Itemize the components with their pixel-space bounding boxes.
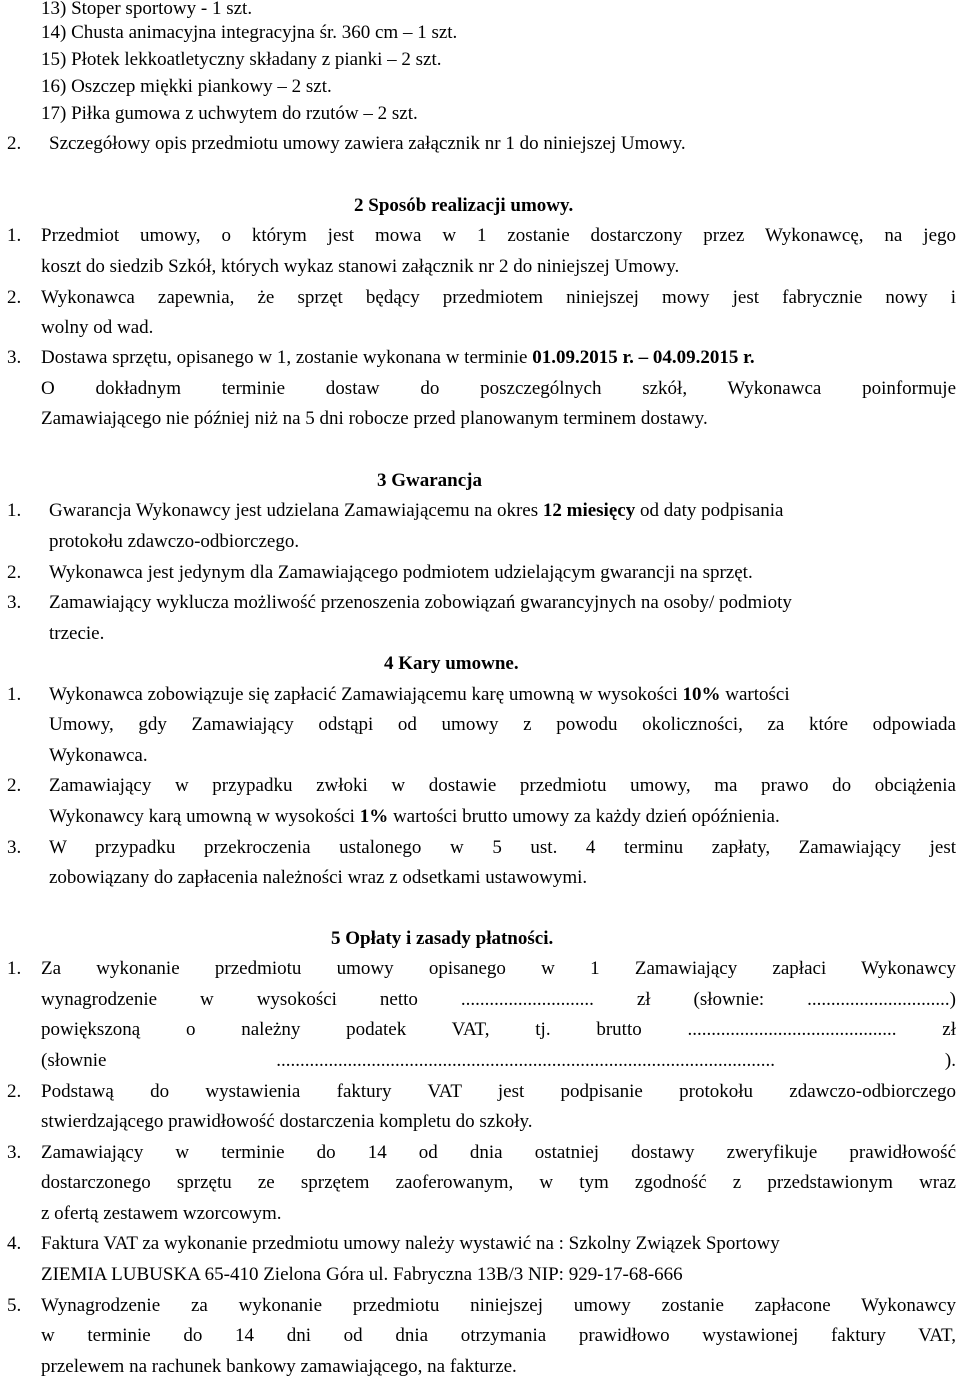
list-item: 17) Piłka gumowa z uchwytem do rzutów – 2 szt. [41, 103, 418, 124]
item-number: 2. [7, 1081, 22, 1102]
item-number: 3. [7, 592, 22, 613]
item-number: 2. [7, 562, 22, 583]
paragraph-line: Gwarancja Wykonawcy jest udzielana Zamawiającemu na okres 12 miesięcy od daty podpisania [49, 500, 784, 521]
item-number: 4. [7, 1233, 22, 1254]
paragraph-line: Zamawiający wyklucza możliwość przenoszenia zobowiązań gwarancyjnych na osoby/ podmioty [49, 592, 792, 613]
paragraph-line: Umowy, gdy Zamawiający odstąpi od umowy z powodu okoliczności, za które odpowiada [49, 714, 956, 735]
paragraph-line: Wykonawca zapewnia, że sprzęt będący przedmiotem niniejszej mowy jest fabrycznie nowy i [41, 287, 956, 308]
paragraph-line: wolny od wad. [41, 317, 154, 338]
item-number: 1. [7, 500, 22, 521]
penalty-percent: 10% [682, 684, 721, 705]
paragraph-text: Szczegółowy opis przedmiotu umowy zawiera załącznik nr 1 do niniejszej Umowy. [49, 133, 686, 154]
item-number: 3. [7, 347, 22, 368]
paragraph-line: Przedmiot umowy, o którym jest mowa w 1 zostanie dostarczony przez Wykonawcę, na jego [41, 225, 956, 246]
item-number: 3. [7, 837, 22, 858]
paragraph-line: Podstawą do wystawienia faktury VAT jest podpisanie protokołu zdawczo-odbiorczego [41, 1081, 956, 1102]
paragraph-line: Dostawa sprzętu, opisanego w 1, zostanie wykonana w terminie 01.09.2015 r. – 04.09.2015 r. [41, 347, 755, 368]
section-title: 4 Kary umowne. [384, 653, 519, 674]
item-number: 1. [7, 684, 22, 705]
paragraph-line: powiększoną o należny podatek VAT, tj. brutto ............................................ zł [41, 1019, 956, 1040]
list-item: 14) Chusta animacyjna integracyjna śr. 360 cm – 1 szt. [41, 22, 458, 43]
list-item: 13) Stoper sportowy - 1 szt. [41, 0, 253, 19]
paragraph-line: w terminie do 14 dni od dnia otrzymania prawidłowo wystawionej faktury VAT, [41, 1325, 956, 1346]
item-number: 3. [7, 1142, 22, 1163]
item-number: 2. [7, 133, 22, 154]
paragraph-line: koszt do siedzib Szkół, których wykaz stanowi załącznik nr 2 do niniejszej Umowy. [41, 256, 680, 277]
paragraph-line: Wynagrodzenie za wykonanie przedmiotu niniejszej umowy zostanie zapłacone Wykonawcy [41, 1295, 956, 1316]
paragraph-line: stwierdzającego prawidłowość dostarczenia kompletu do szkoły. [41, 1111, 533, 1132]
list-item: 15) Płotek lekkoatletyczny składany z pianki – 2 szt. [41, 49, 442, 70]
item-number: 2. [7, 775, 22, 796]
item-number: 5. [7, 1295, 22, 1316]
paragraph-line: protokołu zdawczo-odbiorczego. [49, 531, 300, 552]
paragraph-line: Wykonawca. [49, 745, 148, 766]
paragraph-line: trzecie. [49, 623, 105, 644]
paragraph-line: zobowiązany do zapłacenia należności wraz z odsetkami ustawowymi. [49, 867, 588, 888]
section-title: 3 Gwarancja [377, 470, 483, 491]
paragraph-line: dostarczonego sprzętu ze sprzętem zaoferowanym, w tym zgodność z przedstawionym wraz [41, 1172, 956, 1193]
delivery-dates: 01.09.2015 r. – 04.09.2015 r. [532, 347, 755, 368]
paragraph-line: przelewem na rachunek bankowy zamawiającego, na fakturze. [41, 1356, 517, 1377]
item-number: 1. [7, 958, 22, 979]
paragraph-line: Za wykonanie przedmiotu umowy opisanego w 1 Zamawiający zapłaci Wykonawcy [41, 958, 956, 979]
paragraph-line: ZIEMIA LUBUSKA 65-410 Zielona Góra ul. Fabryczna 13B/3 NIP: 929-17-68-666 [41, 1264, 683, 1285]
warranty-period: 12 miesięcy [542, 500, 636, 521]
paragraph-line: Faktura VAT za wykonanie przedmiotu umowy należy wystawić na : Szkolny Związek Sportowy [41, 1233, 780, 1254]
paragraph-line: O dokładnym terminie dostaw do poszczególnych szkół, Wykonawca poinformuje [41, 378, 956, 399]
paragraph-line: z ofertą zestawem wzorcowym. [41, 1203, 282, 1224]
paragraph-line: Zamawiający w terminie do 14 od dnia ostatniej dostawy zweryfikuje prawidłowość [41, 1142, 956, 1163]
section-title: 5 Opłaty i zasady płatności. [331, 928, 554, 949]
item-number: 1. [7, 225, 22, 246]
paragraph-line: Zamawiający w przypadku zwłoki w dostawie przedmiotu umowy, ma prawo do obciążenia [49, 775, 956, 796]
section-title: 2 Sposób realizacji umowy. [354, 195, 574, 216]
paragraph-line: Zamawiającego nie później niż na 5 dni robocze przed planowanym terminem dostawy. [41, 408, 708, 429]
paragraph-line: (słownie ......................................................................................................... ). [41, 1050, 956, 1071]
paragraph-line: Wykonawca zobowiązuje się zapłacić Zamawiającemu karę umowną w wysokości 10% wartości [49, 684, 790, 705]
paragraph-line: W przypadku przekroczenia ustalonego w 5 ust. 4 terminu zapłaty, Zamawiający jest [49, 837, 956, 858]
paragraph-line: Wykonawca jest jedynym dla Zamawiającego podmiotem udzielającym gwarancji na sprzęt. [49, 562, 753, 583]
paragraph-line: Wykonawcy karą umowną w wysokości 1% wartości brutto umowy za każdy dzień opóźnienia. [49, 806, 780, 827]
daily-penalty-percent: 1% [359, 806, 389, 827]
list-item: 16) Oszczep miękki piankowy – 2 szt. [41, 76, 332, 97]
item-number: 2. [7, 287, 22, 308]
paragraph-line: wynagrodzenie w wysokości netto ............................ zł (słownie: ..............................) [41, 989, 956, 1010]
